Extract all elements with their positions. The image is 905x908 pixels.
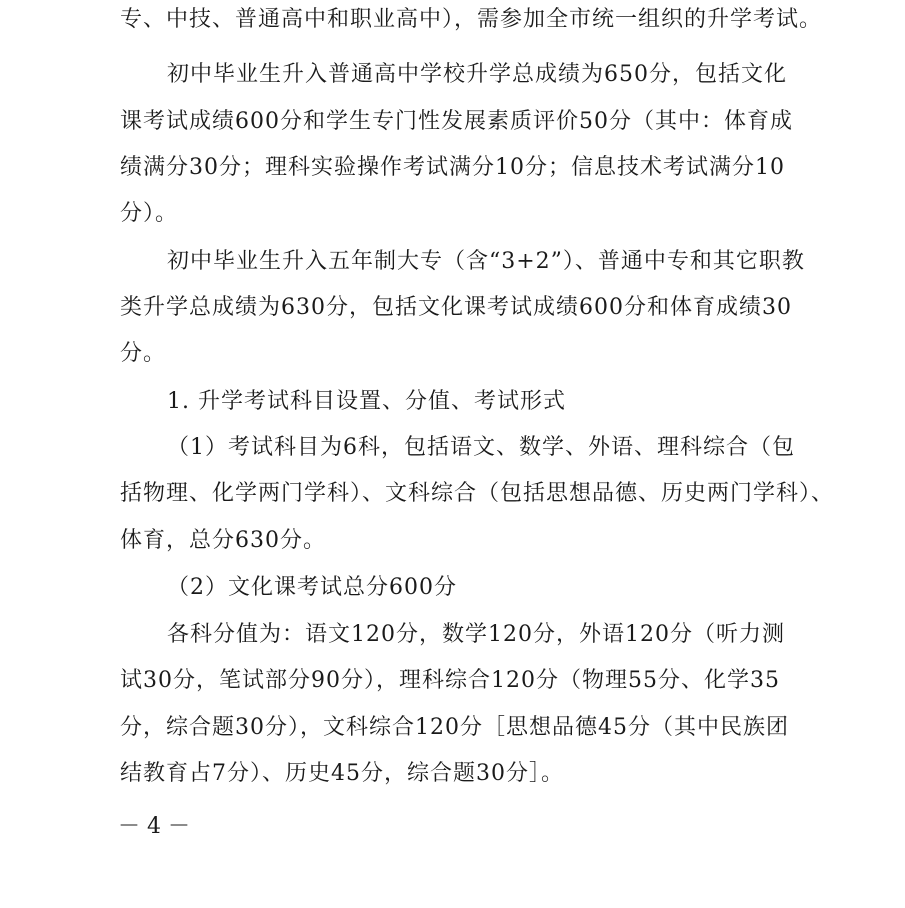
text-line-10: （1）考试科目为6科，包括语文、数学、外语、理科综合（包 xyxy=(167,435,795,460)
text-line-4: 绩满分30分；理科实验操作考试满分10分；信息技术考试满分10 xyxy=(120,155,785,180)
text-line-1: 专、中技、普通高中和职业高中），需参加全市统一组织的升学考试。 xyxy=(120,7,823,32)
text-line-6: 初中毕业生升入五年制大专（含“3+2”）、普通中专和其它职教 xyxy=(167,249,805,274)
text-line-15: 试30分，笔试部分90分），理科综合120分（物理55分、化学35 xyxy=(120,668,780,693)
text-line-12: 体育，总分630分。 xyxy=(120,528,326,553)
text-line-11: 括物理、化学两门学科）、文科综合（包括思想品德、历史两门学科）、 xyxy=(120,481,835,506)
text-line-5: 分）。 xyxy=(120,201,179,226)
text-line-8: 分。 xyxy=(120,341,167,366)
text-line-13: （2）文化课考试总分600分 xyxy=(167,575,457,600)
text-line-3: 课考试成绩600分和学生专门性发展素质评价50分（其中：体育成 xyxy=(120,109,793,134)
text-line-16: 分，综合题30分），文科综合120分［思想品德45分（其中民族团 xyxy=(120,715,789,740)
text-line-14: 各科分值为：语文120分，数学120分，外语120分（听力测 xyxy=(167,622,785,647)
text-line-17: 结教育占7分）、历史45分，综合题30分］。 xyxy=(120,761,564,786)
text-line-2: 初中毕业生升入普通高中学校升学总成绩为650分，包括文化 xyxy=(167,62,787,87)
text-line-7: 类升学总成绩为630分，包括文化课考试成绩600分和体育成绩30 xyxy=(120,295,792,320)
page-number: － 4 － xyxy=(118,814,190,839)
text-line-9: 1. 升学考试科目设置、分值、考试形式 xyxy=(167,389,566,414)
